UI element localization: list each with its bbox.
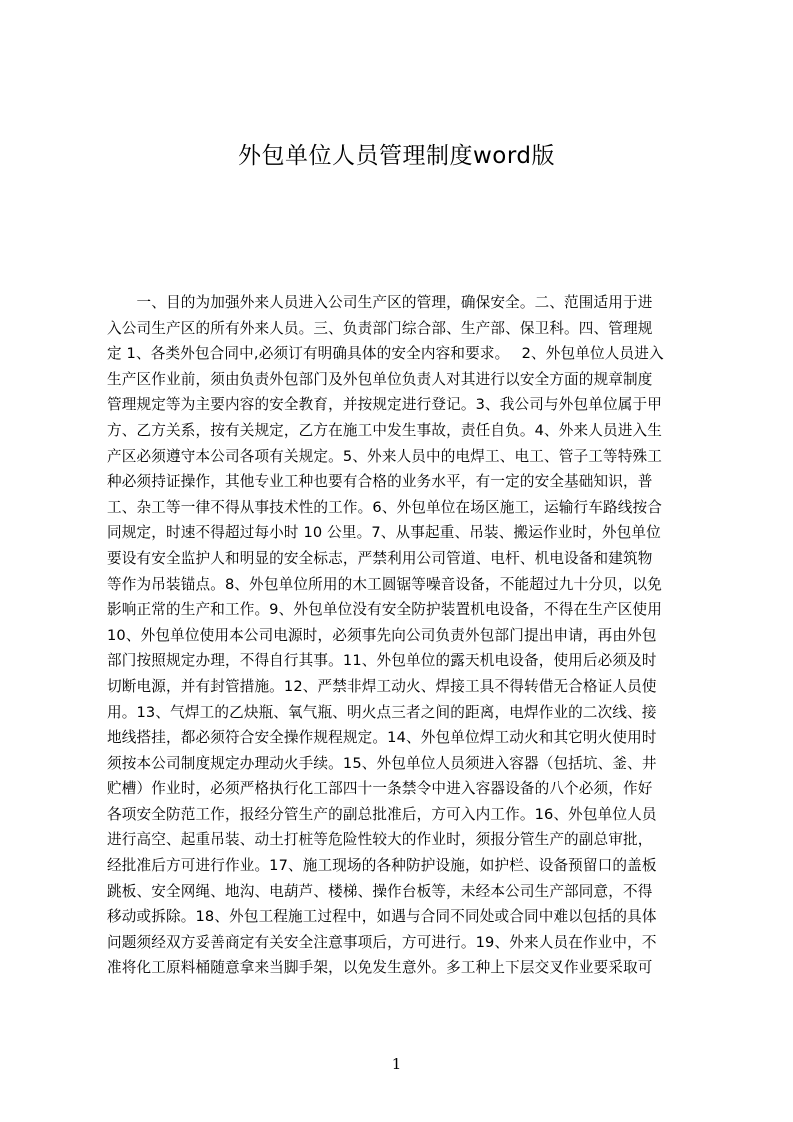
body-line: 进行高空、起重吊装、动土打桩等危险性较大的作业时，须报分管生产的副总审批， [107, 831, 653, 849]
body-line: 等作为吊装锚点。8、外包单位所用的木工圆锯等噪音设备，不能超过九十分贝，以免 [107, 575, 662, 593]
document-title: 外包单位人员管理制度word版 [237, 143, 556, 169]
body-line: 跳板、安全网绳、地沟、电葫芦、楼梯、操作台板等，未经本公司生产部同意，不得 [107, 882, 653, 900]
body-line: 工、杂工等一律不得从事技术性的工作。6、外包单位在场区施工，运输行车路线按合 [107, 498, 662, 516]
body-line: 影响正常的生产和工作。9、外包单位没有安全防护装置机电设备，不得在生产区使用 [107, 601, 662, 619]
body-line: 一、目的为加强外来人员进入公司生产区的管理，确保安全。二、范围适用于进 [107, 294, 653, 311]
body-line: 种必须持证操作，其他专业工种也要有合格的业务水平，有一定的安全基础知识，普 [107, 473, 653, 491]
body-line: 贮槽）作业时，必须严格执行化工部四十一条禁令中进入容器设备的八个必须，作好 [107, 780, 653, 798]
body-line: 切断电源，并有封管措施。12、严禁非焊工动火、焊接工具不得转借无合格证人员使 [107, 677, 657, 695]
body-line: 经批准后方可进行作业。17、施工现场的各种防护设施，如护栏、设备预留口的盖板 [107, 857, 657, 875]
body-line: 须按本公司制度规定办理动火手续。15、外包单位人员须进入容器（包括坑、釜、井 [107, 754, 657, 772]
body-line: 产区必须遵守本公司各项有关规定。5、外来人员中的电焊工、电工、管子工等特殊工 [107, 447, 662, 465]
body-line: 10、外包单位使用本公司电源时，必须事先向公司负责外包部门提出申请，再由外包 [107, 626, 657, 644]
body-line: 移动或拆除。18、外包工程施工过程中，如遇与合同不同处或合同中难以包括的具体 [107, 908, 657, 926]
body-line: 用。13、气焊工的乙炔瓶、氧气瓶、明火点三者之间的距离，电焊作业的二次线、接 [107, 703, 657, 721]
body-line: 同规定，时速不得超过每小时 10 公里。7、从事起重、吊装、搬运作业时，外包单位 [107, 524, 661, 542]
document-body [107, 290, 699, 1050]
body-line: 准将化工原料桶随意拿来当脚手架，以免发生意外。多工种上下层交叉作业要采取可 [107, 959, 653, 977]
body-line: 地线搭挂，都必须符合安全操作规程规定。14、外包单位焊工动火和其它明火使用时 [107, 729, 657, 747]
body-line: 入公司生产区的所有外来人员。三、负责部门综合部、生产部、保卫科。四、管理规 [107, 319, 653, 337]
body-line: 定 1、各类外包合同中,必须订有明确具体的安全内容和要求。 2、外包单位人员进入 [107, 345, 664, 363]
body-line: 生产区作业前，须由负责外包部门及外包单位负责人对其进行以安全方面的规章制度 [107, 370, 653, 388]
body-line: 问题须经双方妥善商定有关安全注意事项后，方可进行。19、外来人员在作业中，不 [107, 933, 657, 951]
body-line: 方、乙方关系，按有关规定，乙方在施工中发生事故，责任自负。4、外来人员进入生 [107, 421, 662, 439]
body-line: 要设有安全监护人和明显的安全标志，严禁利用公司管道、电杆、机电设备和建筑物 [107, 549, 653, 567]
page-number: 1 [391, 1055, 402, 1073]
body-line: 部门按照规定办理，不得自行其事。11、外包单位的露天机电设备，使用后必须及时 [107, 652, 657, 670]
body-line: 管理规定等为主要内容的安全教育，并按规定进行登记。3、我公司与外包单位属于甲 [107, 396, 662, 414]
body-line: 各项安全防范工作，报经分管生产的副总批准后，方可入内工作。16、外包单位人员 [107, 805, 657, 823]
